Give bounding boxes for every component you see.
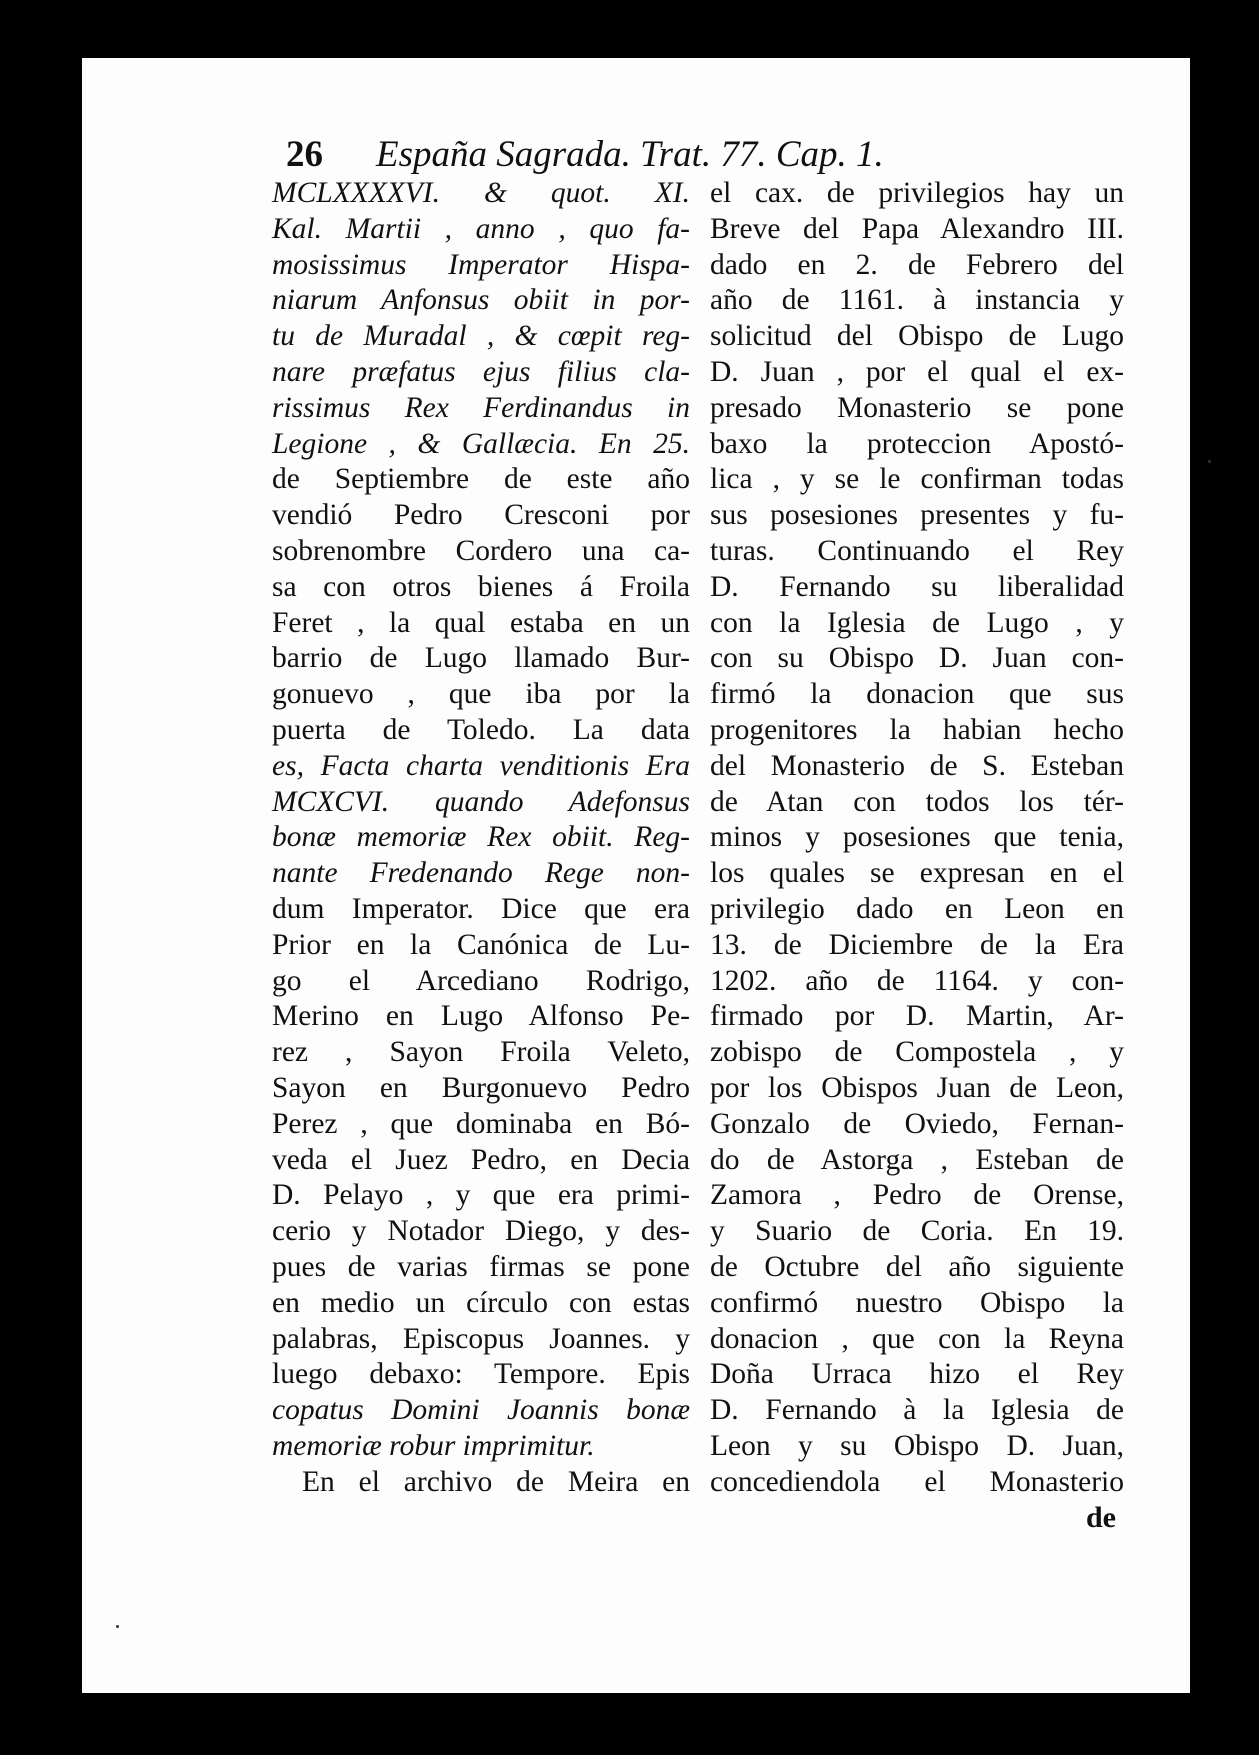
right-column-line: Breve del Papa Alexandro III. bbox=[710, 212, 1124, 245]
left-column-line: tu de Muradal , & cœpit reg- bbox=[272, 320, 690, 353]
left-column-line: niarum Anfonsus obiit in por- bbox=[272, 284, 690, 317]
right-column-line: Doña Urraca hizo el Rey bbox=[710, 1358, 1124, 1391]
left-column-line: puerta de Toledo. La data bbox=[272, 713, 690, 746]
right-text-column bbox=[710, 176, 1124, 1536]
left-column-line: es, Facta charta venditionis Era bbox=[272, 749, 690, 782]
left-column-line: bonæ memoriæ Rex obiit. Reg- bbox=[272, 821, 690, 854]
right-column-line: concediendola el Monasterio bbox=[710, 1465, 1124, 1498]
right-column-line: firmó la donacion que sus bbox=[710, 678, 1124, 711]
left-column-line: Legione , & Gallæcia. En 25. bbox=[272, 427, 690, 460]
left-column-line: luego debaxo: Tempore. Epis bbox=[272, 1358, 690, 1391]
right-column-line: lica , y se le confirman todas bbox=[710, 463, 1124, 496]
left-column-line: memoriæ robur imprimitur. bbox=[272, 1429, 595, 1462]
right-column-line: dado en 2. de Febrero del bbox=[710, 248, 1124, 281]
left-column-line: Feret , la qual estaba en un bbox=[272, 606, 690, 639]
right-column-line: progenitores la habian hecho bbox=[710, 713, 1124, 746]
left-column-line: Prior en la Canónica de Lu- bbox=[272, 928, 690, 961]
right-column-line: 13. de Diciembre de la Era bbox=[710, 928, 1124, 961]
right-column-line: Gonzalo de Oviedo, Fernan- bbox=[710, 1107, 1124, 1140]
left-text-column bbox=[272, 176, 690, 1500]
right-column-line: minos y posesiones que tenia, bbox=[710, 821, 1124, 854]
left-column-line: barrio de Lugo llamado Bur- bbox=[272, 642, 690, 675]
right-column-line: confirmó nuestro Obispo la bbox=[710, 1286, 1124, 1319]
left-column-line: dum Imperator. Dice que era bbox=[272, 892, 690, 925]
right-column-line: 1202. año de 1164. y con- bbox=[710, 964, 1124, 997]
left-column-line: rez , Sayon Froila Veleto, bbox=[272, 1036, 690, 1069]
right-column-line: D. Fernando su liberalidad bbox=[710, 570, 1124, 603]
left-column-line: rissimus Rex Ferdinandus in bbox=[272, 391, 690, 424]
right-column-line: firmado por D. Martin, Ar- bbox=[710, 1000, 1124, 1033]
right-column-line: Leon y su Obispo D. Juan, bbox=[710, 1429, 1124, 1462]
right-column-line: del Monasterio de S. Esteban bbox=[710, 749, 1124, 782]
right-column-line: por los Obispos Juan de Leon, bbox=[710, 1071, 1124, 1104]
left-column-line: de Septiembre de este año bbox=[272, 463, 690, 496]
left-column-line: pues de varias firmas se pone bbox=[272, 1250, 690, 1283]
right-column-line: privilegio dado en Leon en bbox=[710, 892, 1124, 925]
left-column-line: Perez , que dominaba en Bó- bbox=[272, 1107, 690, 1140]
catchword: de bbox=[1086, 1501, 1116, 1535]
right-column-line: presado Monasterio se pone bbox=[710, 391, 1124, 424]
right-column-line: D. Fernando à la Iglesia de bbox=[710, 1394, 1124, 1427]
left-column-line: gonuevo , que iba por la bbox=[272, 678, 690, 711]
left-column-line: palabras, Episcopus Joannes. y bbox=[272, 1322, 690, 1355]
right-column-line: baxo la proteccion Apostó- bbox=[710, 427, 1124, 460]
left-column-line: Kal. Martii , anno , quo fa- bbox=[272, 212, 690, 245]
right-column-line: de Atan con todos los tér- bbox=[710, 785, 1124, 818]
left-column-line: en medio un círculo con estas bbox=[272, 1286, 690, 1319]
right-column-line: el cax. de privilegios hay un bbox=[710, 177, 1124, 209]
left-column-line: go el Arcediano Rodrigo, bbox=[272, 964, 690, 997]
right-column-line: donacion , que con la Reyna bbox=[710, 1322, 1124, 1355]
right-column-line: Zamora , Pedro de Orense, bbox=[710, 1179, 1124, 1212]
left-column-line: vendió Pedro Cresconi por bbox=[272, 499, 690, 532]
right-column-line: D. Juan , por el qual el ex- bbox=[710, 355, 1124, 388]
page-number: 26 bbox=[286, 134, 323, 175]
running-head-title: España Sagrada. Trat. 77. Cap. 1. bbox=[376, 134, 884, 175]
print-speck bbox=[1208, 460, 1211, 463]
right-column-line: de Octubre del año siguiente bbox=[710, 1250, 1124, 1283]
left-column-line: nare præfatus ejus filius cla- bbox=[272, 355, 690, 388]
left-column-line: sa con otros bienes á Froila bbox=[272, 570, 690, 603]
right-column-line: y Suario de Coria. En 19. bbox=[710, 1215, 1124, 1248]
left-column-line: copatus Domini Joannis bonæ bbox=[272, 1394, 690, 1427]
right-column-line: do de Astorga , Esteban de bbox=[710, 1143, 1124, 1176]
right-column-line: solicitud del Obispo de Lugo bbox=[710, 320, 1124, 353]
left-column-line: En el archivo de Meira en bbox=[302, 1465, 690, 1498]
right-column-line: año de 1161. à instancia y bbox=[710, 284, 1124, 317]
right-column-line: los quales se expresan en el bbox=[710, 857, 1124, 890]
left-column-line: sobrenombre Cordero una ca- bbox=[272, 534, 690, 567]
print-speck bbox=[116, 1625, 119, 1628]
left-column-line: MCXCVI. quando Adefonsus bbox=[272, 785, 690, 818]
left-column-line: mosissimus Imperator Hispa- bbox=[272, 248, 690, 281]
right-column-line: con la Iglesia de Lugo , y bbox=[710, 606, 1124, 639]
right-column-line: turas. Continuando el Rey bbox=[710, 534, 1124, 567]
left-column-line: veda el Juez Pedro, en Decia bbox=[272, 1143, 690, 1176]
running-head bbox=[286, 132, 976, 178]
left-column-line: nante Fredenando Rege non- bbox=[272, 857, 690, 890]
right-column-line: con su Obispo D. Juan con- bbox=[710, 642, 1124, 675]
left-column-line: Sayon en Burgonuevo Pedro bbox=[272, 1071, 690, 1104]
right-column-line: zobispo de Compostela , y bbox=[710, 1036, 1124, 1069]
right-column-line: sus posesiones presentes y fu- bbox=[710, 499, 1124, 532]
left-column-line: Merino en Lugo Alfonso Pe- bbox=[272, 1000, 690, 1033]
left-column-line: D. Pelayo , y que era primi- bbox=[272, 1179, 690, 1212]
left-column-line: MCLXXXXVI. & quot. XI. bbox=[272, 177, 690, 209]
left-column-line: cerio y Notador Diego, y des- bbox=[272, 1215, 690, 1248]
